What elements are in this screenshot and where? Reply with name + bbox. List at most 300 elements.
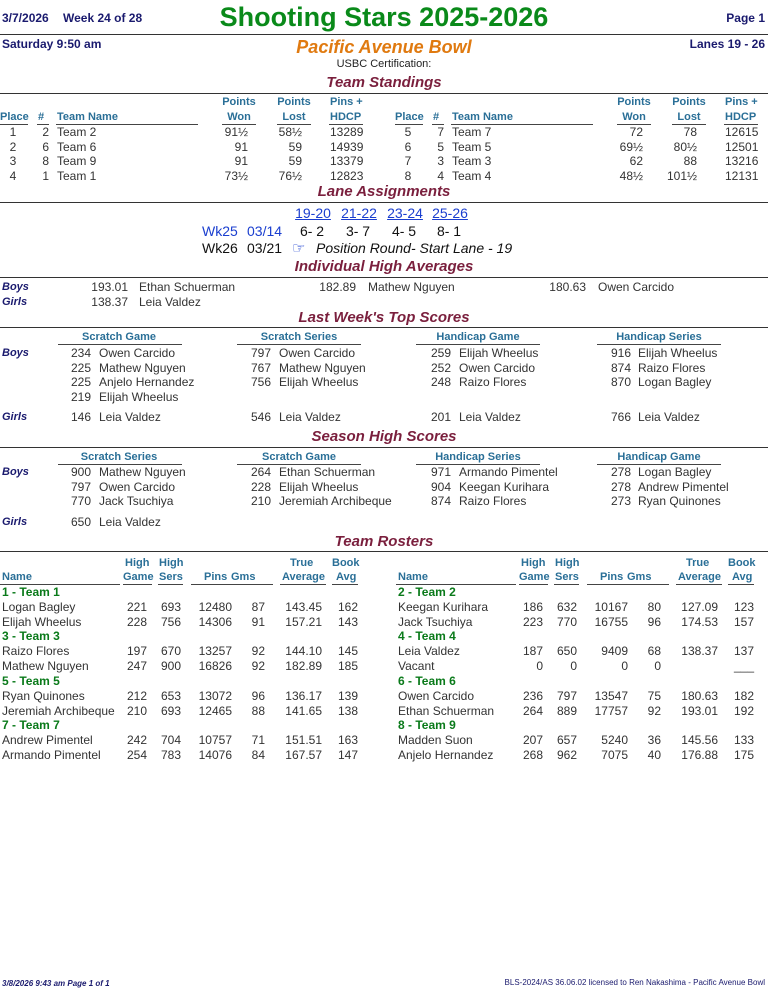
boys-high-average-name: Ethan Schuerman — [139, 280, 236, 294]
last_week-boys-score: 234 — [70, 346, 91, 360]
last_week-column-header: Scratch Game — [82, 331, 156, 343]
roster-underline — [123, 584, 152, 585]
roster-high-series: 783 — [160, 747, 181, 762]
season-boys-score: 971 — [430, 465, 451, 479]
week25-label: Wk25 — [202, 223, 238, 239]
standings-header-points-won-top: Points — [617, 96, 651, 108]
section-lane-assignments: Lane Assignments — [317, 183, 451, 200]
roster-high-game: 212 — [126, 688, 147, 703]
roster-high-series: 657 — [556, 733, 577, 748]
last_week-boys-bowler: Anjelo Hernandez — [99, 375, 195, 389]
season-column-header: Handicap Game — [617, 451, 701, 463]
roster-high-game: 254 — [126, 747, 147, 762]
girls-high-average: 138.37 — [91, 295, 128, 309]
section-high-averages: Individual High Averages — [294, 258, 474, 275]
roster-header-game: Game — [519, 571, 550, 583]
last_week-girls-bowler: Leia Valdez — [99, 410, 161, 424]
standings-points-won: 91 — [234, 139, 248, 154]
roster-underline — [191, 584, 273, 585]
standings-header-won: Won — [622, 111, 646, 123]
standings-points-won: 62 — [629, 154, 643, 169]
roster-pins: 13072 — [198, 688, 232, 703]
roster-player-name: Raizo Flores — [2, 644, 70, 659]
standings-points-won: 73½ — [224, 169, 248, 184]
week-label: Week 24 of 28 — [63, 11, 143, 25]
season-boys-score: 797 — [70, 479, 91, 494]
standings-header-hdcp: HDCP — [330, 111, 362, 123]
roster-header-average: Average — [282, 571, 326, 583]
roster-games: 68 — [647, 644, 661, 659]
boys-high-average: 193.01 — [91, 280, 128, 294]
roster-high-series: 653 — [160, 688, 181, 703]
roster-true-average: 143.45 — [285, 600, 322, 614]
lanes-divider — [0, 202, 768, 203]
last_week-boys-score: 797 — [250, 346, 271, 360]
roster-team-header: 6 - Team 6 — [398, 673, 456, 688]
page-number: Page 1 — [726, 11, 765, 25]
standings-header-number: # — [433, 111, 440, 123]
last_week-boys-score: 259 — [430, 346, 451, 360]
last_week-boys-bowler: Owen Carcido — [99, 346, 176, 360]
standings-points-lost: 80½ — [673, 139, 697, 154]
last_week-column-header: Scratch Series — [260, 331, 338, 343]
last_week-column-underline — [58, 344, 182, 345]
season-boys-score: 228 — [250, 479, 271, 494]
roster-high-game: 221 — [126, 600, 147, 614]
last_week-boys-score: 248 — [430, 375, 451, 389]
standings-pins-hdcp: 12615 — [725, 125, 759, 139]
last_week-boys-score: 225 — [70, 360, 91, 375]
roster-book-average: 137 — [733, 644, 754, 659]
roster-true-average: 174.53 — [681, 614, 718, 629]
roster-true-average: 157.21 — [285, 614, 322, 629]
standings-team-name: Team 1 — [57, 169, 97, 184]
standings-team-name: Team 3 — [452, 154, 492, 169]
roster-high-game: 247 — [126, 659, 147, 674]
roster-true-average: 136.17 — [285, 688, 322, 703]
standings-team-number: 5 — [437, 139, 444, 154]
season-boys-bowler: Elijah Wheelus — [279, 479, 359, 494]
standings-place: 1 — [9, 125, 17, 139]
week25-match: 6- 2 — [299, 223, 325, 239]
roster-book-average: 147 — [337, 747, 358, 762]
roster-header-true-top: True — [686, 557, 710, 569]
last_week-column-underline — [597, 344, 721, 345]
last_week-boys-bowler: Owen Carcido — [279, 346, 356, 360]
last_week-boys-bowler: Owen Carcido — [459, 360, 536, 375]
roster-pins: 16826 — [198, 659, 232, 674]
roster-games: 0 — [654, 659, 661, 674]
season-girls-score: 650 — [70, 515, 91, 529]
lanes-range: Lanes 19 - 26 — [689, 37, 765, 51]
roster-games: 40 — [647, 747, 661, 762]
roster-high-game: 268 — [522, 747, 543, 762]
standings-place: 2 — [9, 139, 17, 154]
standings-team-name: Team 4 — [452, 169, 492, 184]
roster-high-game: 186 — [522, 600, 543, 614]
week25-match: 4- 5 — [391, 223, 417, 239]
roster-true-average: 138.37 — [681, 644, 718, 659]
girls-label: Girls — [2, 296, 28, 308]
roster-high-game: 264 — [522, 703, 543, 718]
roster-team-header: 3 - Team 3 — [2, 629, 60, 644]
roster-pins: 13257 — [198, 644, 232, 659]
lane-pair-header: 23-24 — [387, 205, 423, 221]
standings-header-pins-top: Pins + — [725, 96, 758, 108]
standings-place: 8 — [404, 169, 412, 184]
roster-high-game: 207 — [522, 733, 543, 748]
report-date: 3/7/2026 — [2, 11, 49, 25]
roster-true-average: 176.88 — [681, 747, 718, 762]
roster-book-average: 192 — [733, 703, 754, 718]
roster-true-average: 145.56 — [681, 733, 718, 748]
roster-header-sers: Sers — [159, 571, 183, 583]
week26-date: 03/21 — [247, 240, 283, 256]
boys-label: Boys — [2, 281, 29, 293]
standings-points-won: 48½ — [619, 169, 643, 184]
header-divider — [0, 34, 768, 35]
last-week-divider — [0, 327, 768, 328]
season-boys-score: 210 — [250, 494, 271, 508]
roster-high-series: 889 — [556, 703, 577, 718]
standings-place: 5 — [404, 125, 412, 139]
roster-high-series: 0 — [570, 659, 577, 674]
last_week-boys-bowler: Elijah Wheelus — [279, 375, 359, 389]
standings-team-name: Team 2 — [57, 125, 97, 139]
week26-label: Wk26 — [202, 240, 238, 256]
standings-header-number: # — [38, 111, 45, 123]
lane-pair-header: 25-26 — [432, 205, 468, 221]
roster-games: 80 — [647, 600, 661, 614]
last_week-boys-bowler: Mathew Nguyen — [279, 360, 366, 375]
roster-underline — [158, 584, 183, 585]
roster-book-average: 139 — [337, 688, 358, 703]
season-boys-bowler: Keegan Kurihara — [459, 479, 550, 494]
standings-points-lost: 76½ — [278, 169, 302, 184]
standings-team-number: 2 — [42, 125, 49, 139]
roster-header-high-game-top: High — [125, 557, 150, 569]
season-boys-score: 900 — [70, 465, 91, 479]
season-boys-bowler: Ryan Quinones — [638, 494, 721, 508]
roster-games: 36 — [647, 733, 661, 748]
roster-underline — [676, 584, 722, 585]
roster-book-average: 157 — [733, 614, 754, 629]
section-team-standings: Team Standings — [326, 74, 442, 91]
roster-games: 87 — [251, 600, 265, 614]
roster-true-average: 180.63 — [681, 688, 718, 703]
roster-book-average: 138 — [337, 703, 358, 718]
roster-team-header: 8 - Team 9 — [398, 718, 456, 733]
standings-header-points-won-top: Points — [222, 96, 256, 108]
page-title: Shooting Stars 2025-2026 — [219, 2, 549, 32]
roster-book-average: 162 — [337, 600, 358, 614]
roster-true-average: 151.51 — [285, 733, 322, 748]
last_week-girls-score: 766 — [610, 410, 631, 424]
roster-pins: 0 — [621, 659, 628, 674]
roster-header-sers: Sers — [555, 571, 579, 583]
roster-player-name: Leia Valdez — [398, 644, 460, 659]
standings-place: 7 — [404, 154, 412, 169]
roster-games: 96 — [647, 614, 661, 629]
roster-header-high-sers-top: High — [159, 557, 184, 569]
season-boys-score: 273 — [610, 494, 631, 508]
roster-games: 91 — [251, 614, 265, 629]
season-girls-label: Girls — [2, 516, 28, 528]
standings-team-number: 3 — [437, 154, 444, 169]
roster-games: 75 — [647, 688, 661, 703]
roster-true-average: 182.89 — [285, 659, 322, 674]
season-boys-score: 770 — [70, 494, 91, 508]
standings-divider — [0, 93, 768, 94]
roster-high-game: 210 — [126, 703, 147, 718]
roster-book-average: ___ — [733, 659, 754, 674]
roster-games: 92 — [251, 644, 265, 659]
standings-pins-hdcp: 13379 — [330, 154, 364, 169]
roster-games: 96 — [251, 688, 265, 703]
roster-player-name: Andrew Pimentel — [2, 733, 93, 748]
roster-player-name: Logan Bagley — [2, 600, 76, 614]
standings-pins-hdcp: 14939 — [330, 139, 364, 154]
season-boys-score: 874 — [430, 494, 451, 508]
standings-team-number: 1 — [42, 169, 49, 184]
roster-header-book-top: Book — [332, 557, 360, 569]
season-boys-score: 904 — [430, 479, 451, 494]
roster-player-name: Owen Carcido — [398, 688, 475, 703]
roster-header-game: Game — [123, 571, 154, 583]
roster-true-average: 141.65 — [285, 703, 322, 718]
season-boys-score: 264 — [250, 465, 271, 479]
roster-header-avg: Avg — [732, 571, 753, 583]
boys-high-average-name: Mathew Nguyen — [368, 280, 455, 294]
roster-games: 92 — [251, 659, 265, 674]
last_week-boys-score: 874 — [610, 360, 631, 375]
roster-team-header: 4 - Team 4 — [398, 629, 456, 644]
standings-points-lost: 88 — [683, 154, 697, 169]
roster-high-series: 756 — [160, 614, 181, 629]
roster-underline — [519, 584, 548, 585]
standings-points-won: 91½ — [224, 125, 248, 139]
week25-match: 8- 1 — [436, 223, 462, 239]
lane-pair-header: 21-22 — [341, 205, 377, 221]
season-boys-bowler: Raizo Flores — [459, 494, 527, 508]
season-boys-score: 278 — [610, 479, 631, 494]
roster-player-name: Madden Suon — [398, 733, 473, 748]
last_week-girls-score: 546 — [250, 410, 271, 424]
section-team-rosters: Team Rosters — [334, 533, 434, 550]
last_week-boys-score: 870 — [610, 375, 631, 389]
last_week-boys-bowler: Raizo Flores — [459, 375, 527, 389]
roster-player-name: Armando Pimentel — [2, 747, 101, 762]
season-divider — [0, 447, 768, 448]
last_week-girls-score: 146 — [70, 410, 91, 424]
season-boys-bowler: Ethan Schuerman — [279, 465, 376, 479]
last_week-column-underline — [237, 344, 361, 345]
standings-team-name: Team 7 — [452, 125, 492, 139]
roster-high-series: 693 — [160, 703, 181, 718]
standings-header-place: Place — [0, 111, 29, 123]
last_week-column-underline — [416, 344, 540, 345]
roster-header-name: Name — [2, 571, 32, 583]
boys-high-average: 180.63 — [549, 280, 586, 294]
roster-book-average: 182 — [733, 688, 754, 703]
last_week-boys-bowler: Raizo Flores — [638, 360, 706, 375]
roster-pins: 12465 — [198, 703, 232, 718]
roster-pins: 13547 — [594, 688, 628, 703]
roster-high-game: 223 — [522, 614, 543, 629]
roster-header-book-top: Book — [728, 557, 756, 569]
roster-high-series: 797 — [556, 688, 577, 703]
season-girls-bowler: Leia Valdez — [99, 515, 161, 529]
season-boys-bowler: Andrew Pimentel — [638, 479, 729, 494]
boys-high-average-name: Owen Carcido — [598, 280, 675, 294]
roster-high-game: 187 — [522, 644, 543, 659]
roster-player-name: Ethan Schuerman — [398, 703, 495, 718]
standings-place: 6 — [404, 139, 412, 154]
roster-games: 71 — [251, 733, 265, 748]
standings-points-lost: 101½ — [666, 169, 697, 184]
season-boys-bowler: Logan Bagley — [638, 465, 712, 479]
roster-team-header: 2 - Team 2 — [398, 585, 456, 599]
season-boys-bowler: Mathew Nguyen — [99, 465, 186, 479]
roster-player-name: Mathew Nguyen — [2, 659, 89, 674]
standings-place: 4 — [9, 169, 17, 184]
roster-book-average: 163 — [337, 733, 358, 748]
last_week-boys-bowler: Mathew Nguyen — [99, 360, 186, 375]
standings-points-lost: 59 — [288, 154, 302, 169]
roster-header-high-game-top: High — [521, 557, 546, 569]
roster-high-series: 693 — [160, 600, 181, 614]
section-season-high: Season High Scores — [311, 428, 457, 445]
standings-pins-hdcp: 12131 — [725, 169, 759, 184]
standings-header-points-lost-top: Points — [672, 96, 706, 108]
day-time: Saturday 9:50 am — [2, 37, 102, 51]
season-boys-bowler: Jack Tsuchiya — [99, 494, 174, 508]
roster-high-series: 670 — [160, 644, 181, 659]
last_week-column-header: Handicap Game — [436, 331, 520, 343]
standings-pins-hdcp: 12501 — [725, 139, 759, 154]
hand-pointer-icon: ☞ — [292, 240, 306, 257]
boys-high-average: 182.89 — [319, 280, 356, 294]
roster-pins: 10757 — [198, 733, 232, 748]
roster-player-name: Vacant — [398, 659, 435, 674]
averages-divider — [0, 277, 768, 278]
last_week-girls-score: 201 — [430, 410, 451, 424]
roster-book-average: 185 — [337, 659, 358, 674]
standings-points-won: 91 — [234, 154, 248, 169]
roster-player-name: Elijah Wheelus — [2, 614, 82, 629]
roster-header-high-sers-top: High — [555, 557, 580, 569]
roster-pins: 12480 — [198, 600, 232, 614]
footer-license: BLS-2024/AS 36.06.02 licensed to Ren Nakashima - Pacific Avenue Bowl — [504, 978, 765, 987]
last_week-boys-score: 225 — [70, 375, 91, 389]
week26-note: Position Round- Start Lane - 19 — [316, 240, 513, 256]
roster-pins: 10167 — [594, 600, 628, 614]
roster-pins: 17757 — [594, 703, 628, 718]
standings-header-points-lost-top: Points — [277, 96, 311, 108]
roster-true-average: 144.10 — [285, 644, 322, 659]
standings-points-won: 72 — [629, 125, 643, 139]
last_week-boys-bowler: Logan Bagley — [638, 375, 712, 389]
last_week-boys-bowler: Elijah Wheelus — [99, 389, 179, 404]
roster-underline — [728, 584, 754, 585]
roster-header-name: Name — [398, 571, 428, 583]
last_week-boys-bowler: Elijah Wheelus — [459, 346, 539, 360]
roster-book-average: 133 — [733, 733, 754, 748]
standings-place: 3 — [9, 154, 17, 169]
roster-team-header: 5 - Team 5 — [2, 673, 60, 688]
roster-pins: 5240 — [601, 733, 628, 748]
last_week-girls-label: Girls — [2, 411, 28, 423]
roster-header-avg: Avg — [336, 571, 357, 583]
roster-high-game: 236 — [522, 688, 543, 703]
standings-team-number: 4 — [437, 169, 444, 184]
standings-team-number: 7 — [437, 125, 444, 139]
last_week-column-header: Handicap Series — [616, 331, 702, 343]
roster-header-true-top: True — [290, 557, 314, 569]
footer-timestamp: 3/8/2026 9:43 am Page 1 of 1 — [2, 979, 110, 988]
standings-points-won: 69½ — [619, 139, 643, 154]
standings-header-place: Place — [395, 111, 424, 123]
roster-underline — [280, 584, 326, 585]
roster-pins: 14076 — [198, 747, 232, 762]
last_week-boys-bowler: Elijah Wheelus — [638, 346, 718, 360]
roster-book-average: 143 — [337, 614, 358, 629]
roster-underline — [554, 584, 579, 585]
standings-header-lost: Lost — [282, 111, 306, 123]
standings-points-lost: 59 — [288, 139, 302, 154]
last_week-boys-score: 219 — [70, 389, 91, 404]
roster-header-pins: Pins — [204, 571, 228, 583]
roster-true-average: 127.09 — [681, 600, 718, 614]
roster-high-game: 197 — [126, 644, 147, 659]
standings-header-won: Won — [227, 111, 251, 123]
last_week-boys-score: 767 — [250, 360, 271, 375]
roster-team-header: 1 - Team 1 — [2, 585, 60, 599]
roster-header-gms: Gms — [627, 571, 652, 583]
last_week-girls-bowler: Leia Valdez — [638, 410, 700, 424]
lane-pair-header: 19-20 — [295, 205, 331, 221]
standings-pins-hdcp: 12823 — [330, 169, 364, 184]
roster-header-average: Average — [678, 571, 722, 583]
last_week-girls-bowler: Leia Valdez — [459, 410, 521, 424]
standings-pins-hdcp: 13216 — [725, 154, 759, 169]
standings-points-lost: 58½ — [278, 125, 302, 139]
standings-team-name: Team 9 — [57, 154, 97, 169]
roster-high-series: 962 — [556, 747, 577, 762]
week25-date: 03/14 — [247, 223, 283, 239]
roster-book-average: 145 — [337, 644, 358, 659]
roster-pins: 9409 — [601, 644, 628, 659]
girls-high-average-name: Leia Valdez — [139, 295, 201, 309]
season-column-header: Handicap Series — [435, 451, 521, 463]
season-boys-bowler: Jeremiah Archibeque — [279, 494, 392, 508]
section-last-week: Last Week's Top Scores — [298, 309, 470, 326]
last_week-boys-score: 252 — [430, 360, 451, 375]
roster-high-game: 228 — [126, 614, 147, 629]
standings-team-name: Team 5 — [452, 139, 492, 154]
roster-player-name: Ryan Quinones — [2, 688, 85, 703]
roster-player-name: Jeremiah Archibeque — [2, 703, 115, 718]
roster-high-series: 900 — [160, 659, 181, 674]
roster-underline — [332, 584, 358, 585]
standings-header-pins-top: Pins + — [330, 96, 363, 108]
season-boys-bowler: Armando Pimentel — [459, 465, 558, 479]
roster-games: 84 — [251, 747, 265, 762]
rosters-divider — [0, 551, 768, 552]
roster-high-series: 770 — [556, 614, 577, 629]
roster-header-gms: Gms — [231, 571, 256, 583]
usbc-cert: USBC Certification: — [336, 58, 432, 70]
